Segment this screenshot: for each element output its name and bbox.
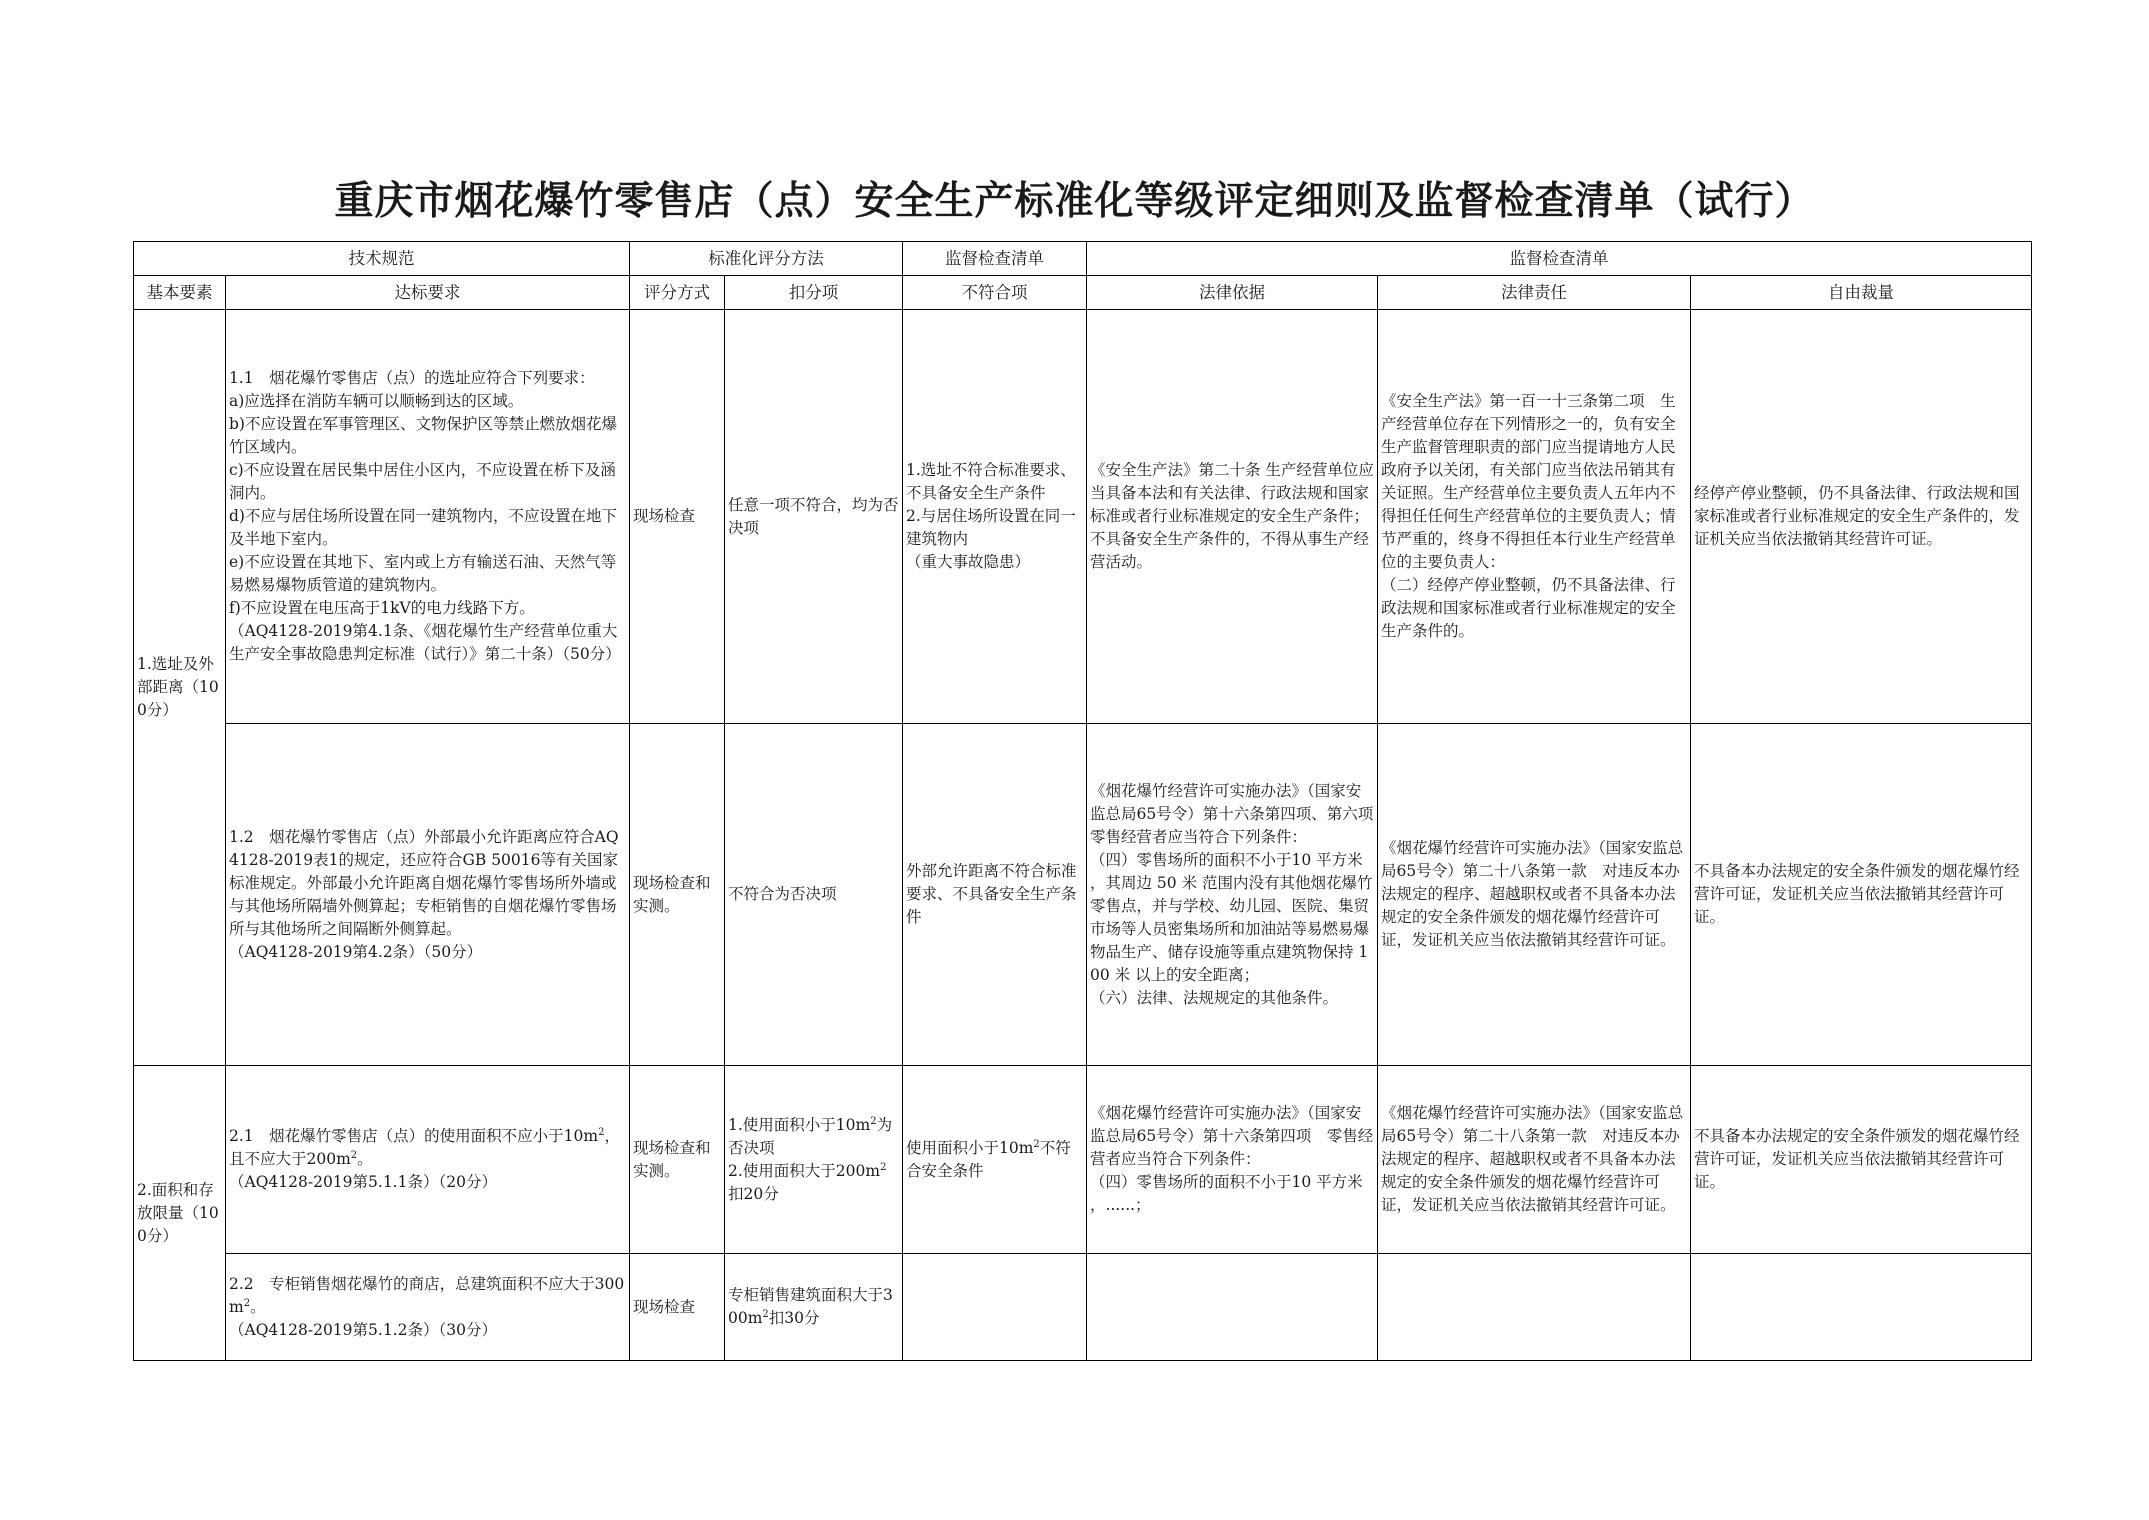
deduction-cell xyxy=(725,1254,903,1361)
legal-basis-cell: 《烟花爆竹经营许可实施办法》（国家安监总局65号令）第十六条第四项 零售经营者应当符合下列条件： （四）零售场所的面积不小于10 平方米 ，......； xyxy=(1087,1066,1378,1254)
group-header-inspection-list-2: 监督检查清单 xyxy=(1087,242,2032,276)
group-header-technical-spec: 技术规范 xyxy=(134,242,630,276)
legal-liability-cell: 《烟花爆竹经营许可实施办法》（国家安监总局65号令）第二十八条第一款 对违反本办法规定的程序、超越职权或者不具备本办法规定的安全条件颁发的烟花爆竹经营许可证，发证机关应当依法撤销其经营许可证。 xyxy=(1378,1066,1691,1254)
column-header-discretion: 自由裁量 xyxy=(1691,276,2032,310)
legal-basis-cell: 《安全生产法》第二十条 生产经营单位应当具备本法和有关法律、行政法规和国家标准或者行业标准规定的安全生产条件；不具备安全生产条件的，不得从事生产经营活动。 xyxy=(1087,310,1378,724)
deduction-text: 1.使用面积小于10m xyxy=(728,1115,871,1134)
scoring-mode-cell: 现场检查和实测。 xyxy=(630,724,725,1066)
deduction-text: 为否决项 2.使用面积大于200m xyxy=(728,1115,893,1180)
deduction-text: 专柜销售建筑面积大于300m xyxy=(728,1286,893,1327)
column-header-non-conformity: 不符合项 xyxy=(903,276,1087,310)
table-row xyxy=(134,310,2032,724)
scoring-mode-cell: 现场检查和实测。 xyxy=(630,1066,725,1254)
non-conformity-cell: 1.选址不符合标准要求、不具备安全生产条件 2.与居住场所设置在同一建筑物内 （重大事故隐患） xyxy=(903,310,1087,724)
requirement-cell: 1.1 烟花爆竹零售店（点）的选址应符合下列要求： a)应选择在消防车辆可以顺畅到达的区域。 b)不应设置在军事管理区、文物保护区等禁止燃放烟花爆竹区域内。 c)不应设置在居民集中居住小区内，不应设置在桥下及涵洞内。 d)不应与居住场所设置在同一建筑物内，不应设置在地下及半地下室内。 e)不应设置在其地下、室内或上方有输送石油、天然气等易燃易爆物质管道的建筑物内。 f)不应设置在电压高于1kV的电力线路下方。 （AQ4128-2019第4.1条、《烟花爆竹生产经营单位重大生产安全事故隐患判定标准（试行）》第二十条）（50分） xyxy=(226,310,630,724)
requirement-text: 2.1 烟花爆竹零售店（点）的使用面积不应小于10m xyxy=(229,1127,599,1145)
table-row xyxy=(134,1254,2032,1361)
superscript: 2 xyxy=(1033,1138,1040,1150)
requirement-text: ，且不应大于200m xyxy=(229,1127,620,1168)
discretion-cell: 经停产停业整顿，仍不具备法律、行政法规和国家标准或者行业标准规定的安全生产条件的，发证机关应当依法撤销其经营许可证。 xyxy=(1691,310,2032,724)
discretion-cell: 不具备本办法规定的安全条件颁发的烟花爆竹经营许可证，发证机关应当依法撤销其经营许可证。 xyxy=(1691,1066,2032,1254)
superscript: 2 xyxy=(598,1126,605,1138)
discretion-cell: 不具备本办法规定的安全条件颁发的烟花爆竹经营许可证，发证机关应当依法撤销其经营许可证。 xyxy=(1691,724,2032,1066)
evaluation-table xyxy=(133,241,2032,1361)
table-row xyxy=(134,724,2032,1066)
column-header-basic-element: 基本要素 xyxy=(134,276,226,310)
column-header-row xyxy=(134,276,2032,310)
requirement-text: 2.2 专柜销售烟花爆竹的商店，总建筑面积不应大于300m xyxy=(229,1274,625,1316)
deduction-cell: 任意一项不符合，均为否决项 xyxy=(725,310,903,724)
requirement-cell xyxy=(226,1066,630,1254)
legal-liability-cell: 《安全生产法》第一百一十三条第二项 生产经营单位存在下列情形之一的，负有安全生产监督管理职责的部门应当提请地方人民政府予以关闭，有关部门应当依法吊销其有关证照。生产经营单位主要负责人五年内不得担任任何生产经营单位的主要负责人；情节严重的，终身不得担任本行业生产经营单位的主要负责人： （二）经停产停业整顿，仍不具备法律、行政法规和国家标准或者行业标准规定的安全生产条件的。 xyxy=(1378,310,1691,724)
legal-basis-cell xyxy=(1087,1254,1378,1361)
superscript: 2 xyxy=(350,1149,358,1161)
superscript: 2 xyxy=(870,1115,877,1127)
superscript: 2 xyxy=(243,1297,251,1309)
group-header-inspection-list: 监督检查清单 xyxy=(903,242,1087,276)
requirement-text: 。 （AQ4128-2019第5.1.1条）（20分） xyxy=(229,1150,497,1191)
deduction-text: 扣30分 xyxy=(768,1309,820,1327)
basic-element-cell: 1.选址及外部距离（100分） xyxy=(134,310,226,1066)
scoring-mode-cell: 现场检查 xyxy=(630,310,725,724)
group-header-scoring-method: 标准化评分方法 xyxy=(630,242,903,276)
column-header-requirement: 达标要求 xyxy=(226,276,630,310)
requirement-cell xyxy=(226,1254,630,1361)
group-header-row xyxy=(134,242,2032,276)
legal-liability-cell: 《烟花爆竹经营许可实施办法》（国家安监总局65号令）第二十八条第一款 对违反本办法规定的程序、超越职权或者不具备本办法规定的安全条件颁发的烟花爆竹经营许可证，发证机关应当依法撤销其经营许可证。 xyxy=(1378,724,1691,1066)
requirement-cell: 1.2 烟花爆竹零售店（点）外部最小允许距离应符合AQ4128-2019表1的规定，还应符合GB 50016等有关国家标准规定。外部最小允许距离自烟花爆竹零售场所外墙或与其他场所隔墙外侧算起；专柜销售的自烟花爆竹零售场所与其他场所之间隔断外侧算起。 （AQ4128-2019第4.2条）（50分） xyxy=(226,724,630,1066)
scoring-mode-cell: 现场检查 xyxy=(630,1254,725,1361)
superscript: 2 xyxy=(762,1308,769,1320)
document-title: 重庆市烟花爆竹零售店（点）安全生产标准化等级评定细则及监督检查清单（试行） xyxy=(334,179,1815,224)
legal-basis-cell: 《烟花爆竹经营许可实施办法》（国家安监总局65号令）第十六条第四项、第六项 零售经营者应当符合下列条件： （四）零售场所的面积不小于10 平方米 ，其周边 50 米 范围内没有其他烟花爆竹零售点，并与学校、幼儿园、医院、集贸市场等人员密集场所和加油站等易燃易爆物品生产、储存设施等重点建筑物保持 100 米 以上的安全距离； （六）法律、法规规定的其他条件。 xyxy=(1087,724,1378,1066)
requirement-text: 。 （AQ4128-2019第5.1.2条）（30分） xyxy=(229,1297,497,1339)
column-header-legal-basis: 法律依据 xyxy=(1087,276,1378,310)
basic-element-cell: 2.面积和存放限量（100分） xyxy=(134,1066,226,1361)
superscript: 2 xyxy=(880,1161,887,1173)
discretion-cell xyxy=(1691,1254,2032,1361)
non-conformity-cell xyxy=(903,1254,1087,1361)
non-conformity-cell xyxy=(903,1066,1087,1254)
deduction-cell xyxy=(725,1066,903,1254)
column-header-deduction: 扣分项 xyxy=(725,276,903,310)
deduction-text: 扣20分 xyxy=(728,1184,779,1203)
column-header-scoring-mode: 评分方式 xyxy=(630,276,725,310)
non-conformity-text: 不符合安全条件 xyxy=(906,1138,1071,1180)
non-conformity-cell: 外部允许距离不符合标准要求、不具备安全生产条件 xyxy=(903,724,1087,1066)
non-conformity-text: 使用面积小于10m xyxy=(906,1138,1034,1157)
table-row xyxy=(134,1066,2032,1254)
legal-liability-cell xyxy=(1378,1254,1691,1361)
column-header-legal-liability: 法律责任 xyxy=(1378,276,1691,310)
deduction-cell: 不符合为否决项 xyxy=(725,724,903,1066)
